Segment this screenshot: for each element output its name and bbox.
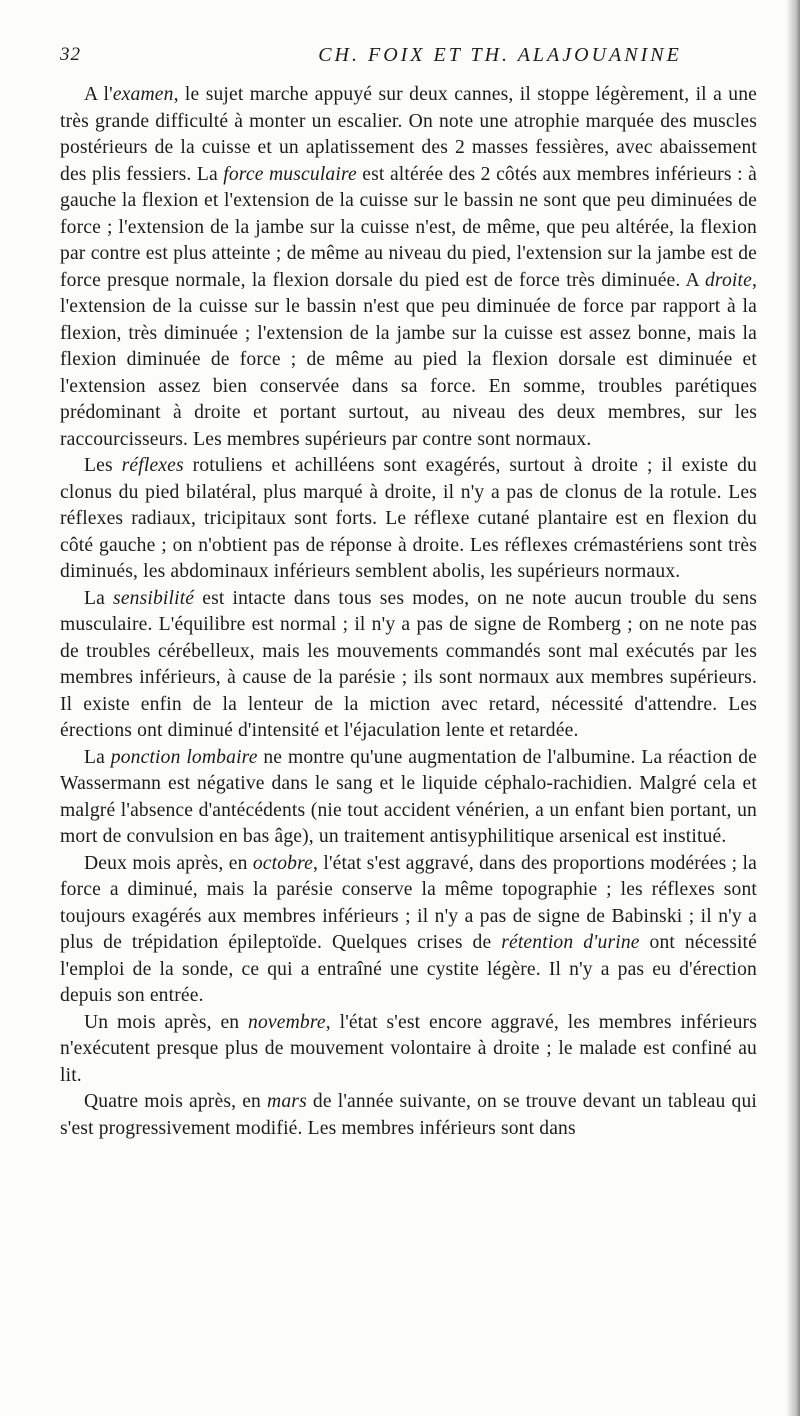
italic-term: sensibilité <box>113 587 195 609</box>
italic-term: examen <box>112 84 174 105</box>
italic-term: rétention d'urine <box>501 932 640 953</box>
text-run: est altérée des 2 côtés aux membres inférieurs : à gauche la flexion et l'extension de la cuisse sur le bassin ne sont que peu diminuées de force ; l'extension de la jambe sur la cuisse n'est, de même, que peu altérée, la flexion par contre est plus atteinte ; de même au niveau du pied, l'extension sur la jambe est de force presque normale, la flexion dorsale du pied est de force très diminuée. A <box>60 163 757 291</box>
italic-term: force musculaire <box>223 163 357 185</box>
italic-term: mars <box>267 1091 307 1112</box>
page-number: 32 <box>60 44 81 65</box>
text-run: , l'état s'est encore aggravé, les membres inférieurs n'exécutent presque plus de mouvement volontaire à droite ; le malade est confiné au lit. <box>60 1011 757 1086</box>
text-run: Quatre mois après, en <box>84 1091 268 1112</box>
text-run: , le sujet marche appuyé sur deux cannes, il stoppe légèrement, il a une très grande difficulté à monter un escalier. On note une atrophie marquée des muscles postérieurs de la cuisse et un aplatissement des 2 masses fessières, avec abaissement des plis fessiers. La <box>60 84 757 185</box>
text-run: Deux mois après, en <box>84 852 253 874</box>
text-run: Les <box>84 455 122 476</box>
paragraph-reflexes <box>60 453 757 586</box>
text-run: rotuliens et achilléens sont exagérés, surtout à droite ; il existe du clonus du pied bilatéral, plus marqué à droite, il n'y a pas de clonus de la rotule. Les réflexes radiaux, tricipitaux sont forts. Le réflexe cutané plantaire est en flexion du côté gauche ; on n'obtient pas de réponse à droite. Les réflexes crémastériens sont très diminués, les abdominaux inférieurs semblent abolis, les supérieurs normaux. <box>60 455 757 582</box>
running-head: CH. FOIX ET TH. ALAJOUANINE <box>318 44 682 66</box>
paragraph-examen <box>60 82 757 453</box>
italic-term: novembre <box>248 1011 326 1033</box>
body-text <box>60 82 757 1142</box>
text-run: La <box>84 587 114 609</box>
italic-term: octobre <box>252 852 314 874</box>
text-run: , l'extension de la cuisse sur le bassin n'est que peu diminuée de force par rapport à la flexion, très diminuée ; l'extension de la jambe sur la cuisse est assez bonne, mais la flexion diminuée de force ; de même au pied la flexion dorsale est diminuée et l'extension assez bien conservée dans sa force. En somme, troubles parétiques prédominant à droite et portant surtout, au niveau des deux membres, sur les raccourcisseurs. Les membres supérieurs par contre sont normaux. <box>60 269 757 450</box>
text-run: Un mois après, en <box>84 1011 249 1033</box>
paragraph-sensibilite <box>60 586 757 745</box>
paragraph-mars <box>60 1089 757 1142</box>
text-run: est intacte dans tous ses modes, on ne note aucun trouble du sens musculaire. L'équilibre est normal ; il n'y a pas de signe de Romberg ; on ne note pas de troubles cérébelleux, mais les mouvements commandés sont mal exécutés par les membres inférieurs, à cause de la parésie ; ils sont normaux aux membres supérieurs. Il existe enfin de la lenteur de la miction avec retard, nécessité d'attendre. Les érections ont diminué d'intensité et l'éjaculation lente et retardée. <box>60 587 758 741</box>
paragraph-ponction <box>60 745 757 851</box>
page-edge-shadow <box>786 0 800 1416</box>
paragraph-novembre <box>60 1010 757 1090</box>
italic-term: réflexes <box>121 455 184 476</box>
paragraph-octobre <box>60 851 757 1010</box>
text-run: A l' <box>84 84 113 105</box>
text-run: de l'année suivante, on se trouve devant un tableau qui s'est progressivement modifié. Les membres inférieurs sont dans <box>60 1091 757 1139</box>
text-run: , l'état s'est aggravé, dans des proportions modérées ; la force a diminué, mais la parésie conserve la même topographie ; les réflexes sont toujours exagérés aux membres inférieurs ; il n'y a pas de signe de Babinski ; il n'y a plus de trépidation épileptoïde. Quelques crises de <box>60 852 757 953</box>
italic-term: droite <box>704 269 752 291</box>
text-run: ne montre qu'une augmentation de l'albumine. La réaction de Wassermann est négative dans le sang et le liquide céphalo-rachidien. Malgré cela et malgré l'absence d'antécédents (nie tout accident vénérien, a un enfant bien portant, un mort de convulsion en bas âge), un traitement antisyphilitique arsenical est institué. <box>60 746 757 847</box>
text-run: ont nécessité l'emploi de la sonde, ce qui a entraîné une cystite légère. Il n'y a pas eu d'érection depuis son entrée. <box>60 932 758 1006</box>
page-header <box>60 44 760 74</box>
text-run: La <box>84 746 111 768</box>
italic-term: ponction lombaire <box>110 746 258 768</box>
